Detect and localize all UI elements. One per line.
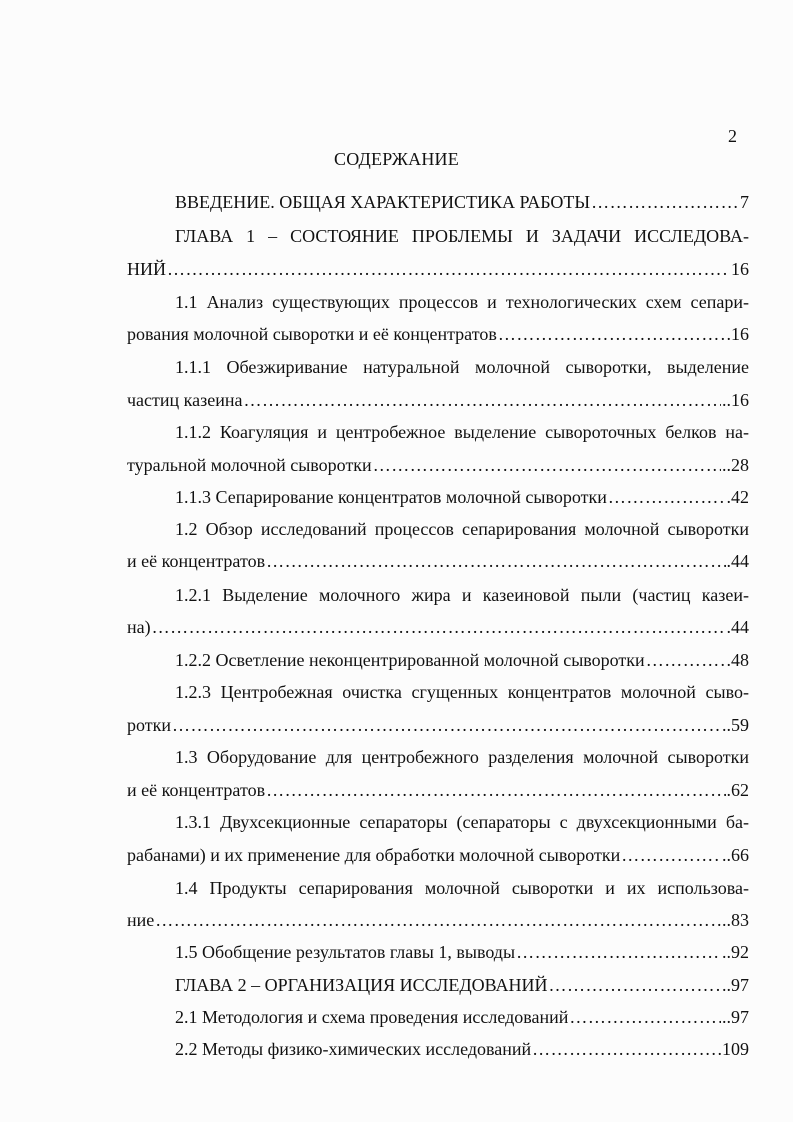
toc-entry-page: 7 — [740, 192, 749, 212]
toc-entry-text: 1.4 Продукты сепарирования молочной сыворотки и их использова- — [175, 878, 749, 898]
leader-dots — [549, 974, 721, 996]
toc-entry-text: 1.2.3 Центробежная очистка сгущенных концентратов молочной сыво- — [175, 682, 749, 702]
toc-entry-page: .62 — [726, 780, 749, 800]
leader-dots — [172, 714, 721, 736]
toc-entry-text: частиц казеина — [127, 390, 243, 410]
toc-entry-text: 1.5 Обобщение результатов главы 1, выводы — [175, 942, 516, 962]
toc-entry-text: 1.2.1 Выделение молочного жира и казеиновой пыли (частиц казеи- — [175, 585, 749, 605]
toc-entry — [175, 225, 749, 247]
toc-entry-text: туральной молочной сыворотки — [127, 455, 372, 475]
toc-entry-text: 1.3.1 Двухсекционные сепараторы (сепараторы с двухсекционными ба- — [175, 812, 749, 832]
toc-entry-page: .42 — [726, 487, 749, 507]
toc-entry — [175, 746, 749, 768]
toc-entry — [175, 1038, 749, 1060]
toc-entry — [175, 191, 749, 213]
toc-entry — [175, 584, 749, 606]
toc-entry-page: .48 — [726, 650, 749, 670]
leader-dots — [167, 258, 730, 280]
leader-dots — [243, 389, 721, 411]
toc-entry-text: и её концентратов — [127, 551, 266, 571]
toc-entry — [175, 1006, 749, 1028]
toc-entry-text: НИЙ — [127, 259, 166, 279]
leader-dots — [152, 616, 726, 638]
toc-entry-continuation — [127, 714, 749, 736]
toc-entry-continuation — [127, 779, 749, 801]
toc-entry-page: ..59 — [722, 715, 749, 735]
toc-entry-text: 1.1 Анализ существующих процессов и технологических схем сепари- — [175, 292, 749, 312]
leader-dots — [498, 323, 726, 345]
toc-entry — [175, 877, 749, 899]
toc-entry-text: 2.1 Методология и схема проведения исследований — [175, 1007, 569, 1027]
leader-dots — [532, 1038, 716, 1060]
toc-entry — [175, 649, 749, 671]
leader-dots — [266, 550, 725, 572]
toc-entry-text: ВВЕДЕНИЕ. ОБЩАЯ ХАРАКТЕРИСТИКА РАБОТЫ — [175, 192, 591, 212]
toc-entry-continuation — [127, 909, 749, 931]
toc-entry-page: ..28 — [722, 455, 749, 475]
toc-entry-page: .44 — [726, 551, 749, 571]
toc-entry — [175, 681, 749, 703]
toc-entry — [175, 811, 749, 833]
toc-entry-continuation — [127, 616, 749, 638]
toc-entry-text: и её концентратов — [127, 780, 266, 800]
leader-dots — [155, 909, 721, 931]
toc-entry-text: 1.1.2 Коагуляция и центробежное выделение сывороточных белков на- — [175, 422, 749, 442]
toc-entry-text: ротки — [127, 715, 172, 735]
page-title: СОДЕРЖАНИЕ — [334, 149, 459, 169]
leader-dots — [621, 844, 721, 866]
toc-entry-continuation — [127, 550, 749, 572]
toc-entry-page: ..66 — [722, 845, 749, 865]
toc-entry — [175, 356, 749, 378]
toc-entry-text: 1.2.2 Осветление неконцентрированной молочной сыворотки — [175, 650, 645, 670]
toc-entry-page: ..97 — [722, 1007, 749, 1027]
toc-entry — [175, 421, 749, 443]
toc-entry — [175, 974, 749, 996]
toc-entry-text: рабанами) и их применение для обработки молочной сыворотки — [127, 845, 621, 865]
toc-entry-text: на) — [127, 617, 151, 637]
toc-entry-text: 1.1.1 Обезжиривание натуральной молочной сыворотки, выделение — [175, 357, 749, 377]
toc-entry — [175, 486, 749, 508]
toc-entry — [175, 941, 749, 963]
toc-entry — [175, 518, 749, 540]
leader-dots — [569, 1006, 721, 1028]
toc-entry — [175, 291, 749, 313]
toc-entry-continuation — [127, 323, 749, 345]
leader-dots — [516, 941, 721, 963]
toc-entry-page: .44 — [726, 617, 749, 637]
toc-entry-text: ГЛАВА 2 – ОРГАНИЗАЦИЯ ИССЛЕДОВАНИЙ — [175, 975, 548, 995]
page-number: 2 — [728, 126, 737, 146]
toc-entry-text: 1.2 Обзор исследований процессов сепарирования молочной сыворотки — [175, 519, 749, 539]
leader-dots — [373, 454, 721, 476]
toc-entry-page: .109 — [717, 1039, 749, 1059]
toc-entry-continuation — [127, 389, 749, 411]
toc-entry-page: ..16 — [722, 390, 749, 410]
toc-entry-text: ние — [127, 910, 155, 930]
toc-entry-continuation — [127, 844, 749, 866]
toc-entry-page: ..92 — [722, 942, 749, 962]
toc-entry-text: рования молочной сыворотки и её концентратов — [127, 324, 497, 344]
leader-dots — [646, 649, 726, 671]
toc-entry-text: 2.2 Методы физико-химических исследований — [175, 1039, 532, 1059]
toc-entry-page: ..97 — [722, 975, 749, 995]
toc-entry-text: ГЛАВА 1 – СОСТОЯНИЕ ПРОБЛЕМЫ И ЗАДАЧИ ИССЛЕДОВА- — [175, 226, 749, 246]
toc-entry-text: 1.1.3 Сепарирование концентратов молочной сыворотки — [175, 487, 607, 507]
toc-entry-page: .16 — [726, 324, 749, 344]
toc-entry-continuation — [127, 454, 749, 476]
leader-dots — [591, 191, 739, 213]
toc-entry-text: 1.3 Оборудование для центробежного разделения молочной сыворотки — [175, 747, 749, 767]
toc-entry-continuation — [127, 258, 749, 280]
leader-dots — [608, 486, 726, 508]
toc-entry-page: 16 — [731, 259, 749, 279]
leader-dots — [266, 779, 725, 801]
toc-entry-page: ..83 — [722, 910, 749, 930]
